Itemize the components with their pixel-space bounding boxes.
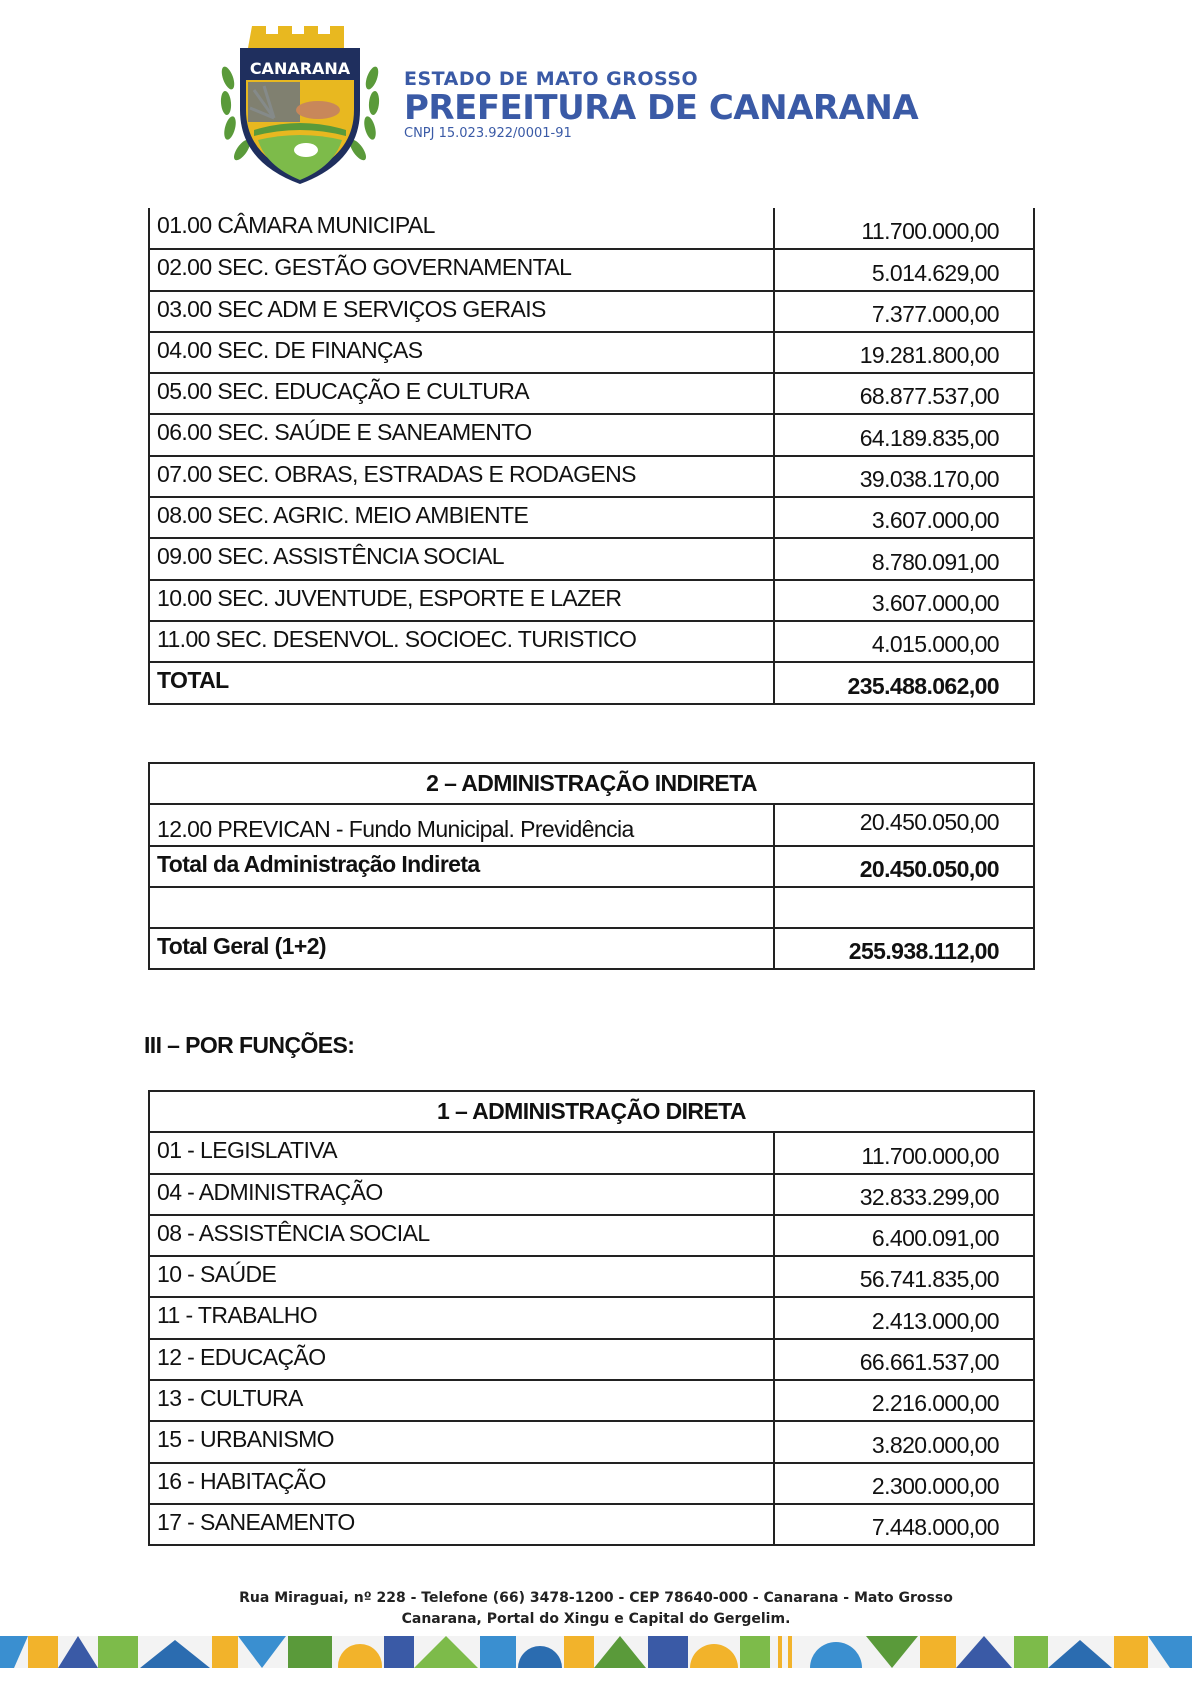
- secretarias-table: [148, 208, 1035, 705]
- section-heading-funcoes: III – POR FUNÇÕES:: [144, 1032, 355, 1058]
- table-row: [149, 456, 1034, 497]
- row-value: 5.014.629,00: [774, 249, 1034, 290]
- decorative-footer-band: [0, 1636, 1192, 1668]
- row-value: 64.189.835,00: [774, 414, 1034, 455]
- row-label: 08 - ASSISTÊNCIA SOCIAL: [149, 1215, 774, 1256]
- row-label: 03.00 SEC ADM E SERVIÇOS GERAIS: [149, 291, 774, 332]
- table-row: [149, 538, 1034, 579]
- table-row: [149, 208, 1034, 249]
- row-label: 12 - EDUCAÇÃO: [149, 1339, 774, 1380]
- row-value: 11.700.000,00: [774, 1132, 1034, 1173]
- table-row: [149, 1421, 1034, 1462]
- letterhead: [0, 0, 1192, 200]
- row-label: 11 - TRABALHO: [149, 1297, 774, 1338]
- funcoes-table-title: 1 – ADMINISTRAÇÃO DIRETA: [149, 1091, 1034, 1132]
- row-value: 2.300.000,00: [774, 1463, 1034, 1504]
- row-value: 19.281.800,00: [774, 332, 1034, 373]
- row-label: 11.00 SEC. DESENVOL. SOCIOEC. TURISTICO: [149, 621, 774, 662]
- row-label: 04.00 SEC. DE FINANÇAS: [149, 332, 774, 373]
- row-label: 01.00 CÂMARA MUNICIPAL: [149, 208, 774, 249]
- state-name: ESTADO DE MATO GROSSO: [404, 68, 699, 90]
- indireta-total-label: Total da Administração Indireta: [149, 846, 774, 887]
- table-row: [149, 497, 1034, 538]
- row-value: 11.700.000,00: [774, 208, 1034, 249]
- grand-total-value: 255.938.112,00: [774, 928, 1034, 969]
- row-value: 68.877.537,00: [774, 373, 1034, 414]
- row-label: 15 - URBANISMO: [149, 1421, 774, 1462]
- funcoes-table: [148, 1090, 1035, 1546]
- grand-total-row: [149, 928, 1034, 969]
- table-row: [149, 804, 1034, 845]
- total-row: [149, 662, 1034, 703]
- cnpj-number: CNPJ 15.023.922/0001-91: [404, 126, 572, 141]
- row-value: 8.780.091,00: [774, 538, 1034, 579]
- row-value: 20.450.050,00: [774, 804, 1034, 845]
- row-value: 3.607.000,00: [774, 497, 1034, 538]
- row-label: 04 - ADMINISTRAÇÃO: [149, 1174, 774, 1215]
- table-row: [149, 414, 1034, 455]
- row-label: 10.00 SEC. JUVENTUDE, ESPORTE E LAZER: [149, 580, 774, 621]
- row-value: 3.607.000,00: [774, 580, 1034, 621]
- indireta-table: [148, 762, 1035, 970]
- row-label: 09.00 SEC. ASSISTÊNCIA SOCIAL: [149, 538, 774, 579]
- table-row: [149, 1174, 1034, 1215]
- table-row: [149, 249, 1034, 290]
- row-value: 6.400.091,00: [774, 1215, 1034, 1256]
- total-label: TOTAL: [149, 662, 774, 703]
- row-value: 56.741.835,00: [774, 1256, 1034, 1297]
- municipal-crest-logo: [214, 18, 386, 188]
- row-value: 2.216.000,00: [774, 1380, 1034, 1421]
- table-row: [149, 332, 1034, 373]
- page-footer: [0, 1588, 1192, 1630]
- row-value: 32.833.299,00: [774, 1174, 1034, 1215]
- row-value: 4.015.000,00: [774, 621, 1034, 662]
- indireta-total-value: 20.450.050,00: [774, 846, 1034, 887]
- table-row: [149, 1132, 1034, 1173]
- table-row: [149, 1297, 1034, 1338]
- row-label: 07.00 SEC. OBRAS, ESTRADAS E RODAGENS: [149, 456, 774, 497]
- row-label: 01 - LEGISLATIVA: [149, 1132, 774, 1173]
- row-value: 7.448.000,00: [774, 1504, 1034, 1545]
- row-value: 3.820.000,00: [774, 1421, 1034, 1462]
- prefeitura-title: PREFEITURA DE CANARANA: [404, 88, 919, 128]
- table-row: [149, 1380, 1034, 1421]
- table-row: [149, 1339, 1034, 1380]
- row-label: 10 - SAÚDE: [149, 1256, 774, 1297]
- letterhead-text: [404, 68, 918, 142]
- table-row: [149, 621, 1034, 662]
- row-label: 12.00 PREVICAN - Fundo Municipal. Previdência: [149, 804, 774, 845]
- total-value: 235.488.062,00: [774, 662, 1034, 703]
- footer-address: Rua Miraguai, nº 228 - Telefone (66) 3478-1200 - CEP 78640-000 - Canarana - Mato Grosso: [239, 1590, 953, 1606]
- table-row: [149, 1256, 1034, 1297]
- table-row: [149, 1504, 1034, 1545]
- empty-row: [149, 887, 1034, 928]
- table-row: [149, 580, 1034, 621]
- footer-slogan: Canarana, Portal do Xingu e Capital do Gergelim.: [401, 1611, 791, 1627]
- row-value: 7.377.000,00: [774, 291, 1034, 332]
- table-row: [149, 291, 1034, 332]
- table-row: [149, 1215, 1034, 1256]
- row-label: 02.00 SEC. GESTÃO GOVERNAMENTAL: [149, 249, 774, 290]
- crest-text: CANARANA: [249, 59, 351, 78]
- total-row: [149, 846, 1034, 887]
- indireta-table-title: 2 – ADMINISTRAÇÃO INDIRETA: [149, 763, 1034, 804]
- row-label: 08.00 SEC. AGRIC. MEIO AMBIENTE: [149, 497, 774, 538]
- row-label: 05.00 SEC. EDUCAÇÃO E CULTURA: [149, 373, 774, 414]
- row-value: 66.661.537,00: [774, 1339, 1034, 1380]
- row-label: 13 - CULTURA: [149, 1380, 774, 1421]
- row-label: 16 - HABITAÇÃO: [149, 1463, 774, 1504]
- table-row: [149, 373, 1034, 414]
- grand-total-label: Total Geral (1+2): [149, 928, 774, 969]
- row-value: 39.038.170,00: [774, 456, 1034, 497]
- row-value: 2.413.000,00: [774, 1297, 1034, 1338]
- row-label: 06.00 SEC. SAÚDE E SANEAMENTO: [149, 414, 774, 455]
- row-label: 17 - SANEAMENTO: [149, 1504, 774, 1545]
- table-row: [149, 1463, 1034, 1504]
